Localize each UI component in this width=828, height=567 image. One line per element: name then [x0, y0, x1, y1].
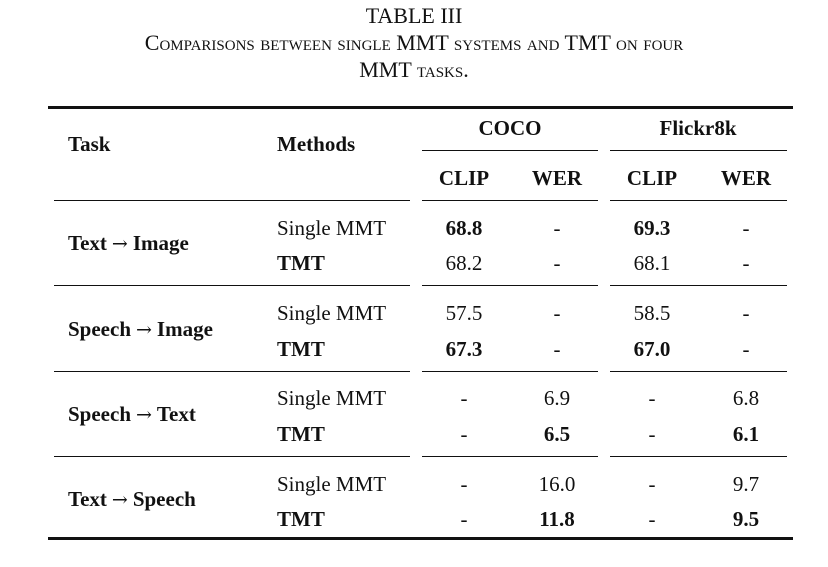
value-flickr8k-wer: -	[742, 216, 750, 240]
method-tmt: TMT	[277, 507, 325, 531]
task-text-to-speech: Text → Speech	[68, 487, 196, 511]
group-rule-flickr8k	[610, 371, 787, 372]
value-flickr8k-clip: -	[648, 422, 656, 446]
coco-header-rule	[422, 150, 598, 151]
header-coco-wer: WER	[531, 166, 583, 190]
value-flickr8k-clip: 68.1	[633, 251, 671, 275]
header-flickr8k: Flickr8k	[659, 116, 737, 140]
group-rule-coco	[422, 371, 598, 372]
group-rule-flickr8k	[610, 456, 787, 457]
header-bottom-rule-left	[54, 200, 410, 201]
value-flickr8k-clip: -	[648, 507, 656, 531]
header-bottom-rule-coco	[422, 200, 598, 201]
method-single-mmt: Single MMT	[277, 216, 387, 240]
group-rule-left	[54, 285, 410, 286]
task-speech-to-text: Speech → Text	[68, 402, 196, 426]
value-coco-clip: 67.3	[445, 337, 483, 361]
method-single-mmt: Single MMT	[277, 472, 387, 496]
header-flickr8k-wer: WER	[720, 166, 772, 190]
value-flickr8k-clip: 69.3	[633, 216, 671, 240]
header-coco: COCO	[478, 116, 542, 140]
arrow-icon: →	[111, 489, 128, 511]
value-flickr8k-wer: 9.5	[732, 507, 760, 531]
value-flickr8k-wer: -	[742, 301, 750, 325]
group-rule-flickr8k	[610, 285, 787, 286]
value-coco-wer: -	[553, 337, 561, 361]
value-flickr8k-wer: -	[742, 251, 750, 275]
header-flickr8k-clip: CLIP	[626, 166, 678, 190]
value-coco-clip: -	[460, 472, 468, 496]
header-bottom-rule-flickr8k	[610, 200, 787, 201]
method-tmt: TMT	[277, 337, 325, 361]
group-rule-left	[54, 456, 410, 457]
value-flickr8k-wer: -	[742, 337, 750, 361]
value-coco-clip: 68.8	[445, 216, 483, 240]
top-rule	[48, 106, 793, 109]
value-coco-wer: 16.0	[538, 472, 576, 496]
value-coco-clip: -	[460, 386, 468, 410]
value-coco-wer: 6.5	[543, 422, 571, 446]
arrow-icon: →	[111, 233, 128, 255]
value-flickr8k-clip: -	[648, 386, 656, 410]
value-coco-clip: 57.5	[445, 301, 483, 325]
value-flickr8k-clip: 67.0	[633, 337, 671, 361]
arrow-icon: →	[136, 319, 152, 341]
table-caption	[0, 2, 828, 83]
value-flickr8k-wer: 6.8	[732, 386, 760, 410]
value-coco-clip: 68.2	[445, 251, 483, 275]
value-flickr8k-clip: -	[648, 472, 656, 496]
header-task: Task	[68, 132, 111, 156]
value-coco-wer: -	[553, 301, 561, 325]
bottom-rule	[48, 537, 793, 540]
table-title-line-1: Comparisons between single MMT systems and TMT on four	[144, 30, 684, 55]
value-coco-wer: 6.9	[543, 386, 571, 410]
method-tmt: TMT	[277, 422, 325, 446]
method-tmt: TMT	[277, 251, 325, 275]
value-coco-clip: -	[460, 507, 468, 531]
value-coco-wer: -	[553, 251, 561, 275]
task-speech-to-image: Speech → Image	[68, 317, 213, 341]
header-coco-clip: CLIP	[438, 166, 490, 190]
group-rule-coco	[422, 456, 598, 457]
value-flickr8k-wer: 6.1	[732, 422, 760, 446]
table-number: TABLE III	[365, 3, 463, 28]
value-coco-wer: -	[553, 216, 561, 240]
value-coco-clip: -	[460, 422, 468, 446]
arrow-icon: →	[136, 404, 152, 426]
table-title-line-2: MMT tasks.	[359, 57, 469, 82]
group-rule-left	[54, 371, 410, 372]
header-methods: Methods	[277, 132, 356, 156]
value-flickr8k-wer: 9.7	[732, 472, 760, 496]
value-coco-wer: 11.8	[539, 507, 575, 531]
flickr8k-header-rule	[610, 150, 787, 151]
method-single-mmt: Single MMT	[277, 301, 387, 325]
method-single-mmt: Single MMT	[277, 386, 387, 410]
value-flickr8k-clip: 58.5	[633, 301, 671, 325]
group-rule-coco	[422, 285, 598, 286]
task-text-to-image: Text → Image	[68, 231, 189, 255]
